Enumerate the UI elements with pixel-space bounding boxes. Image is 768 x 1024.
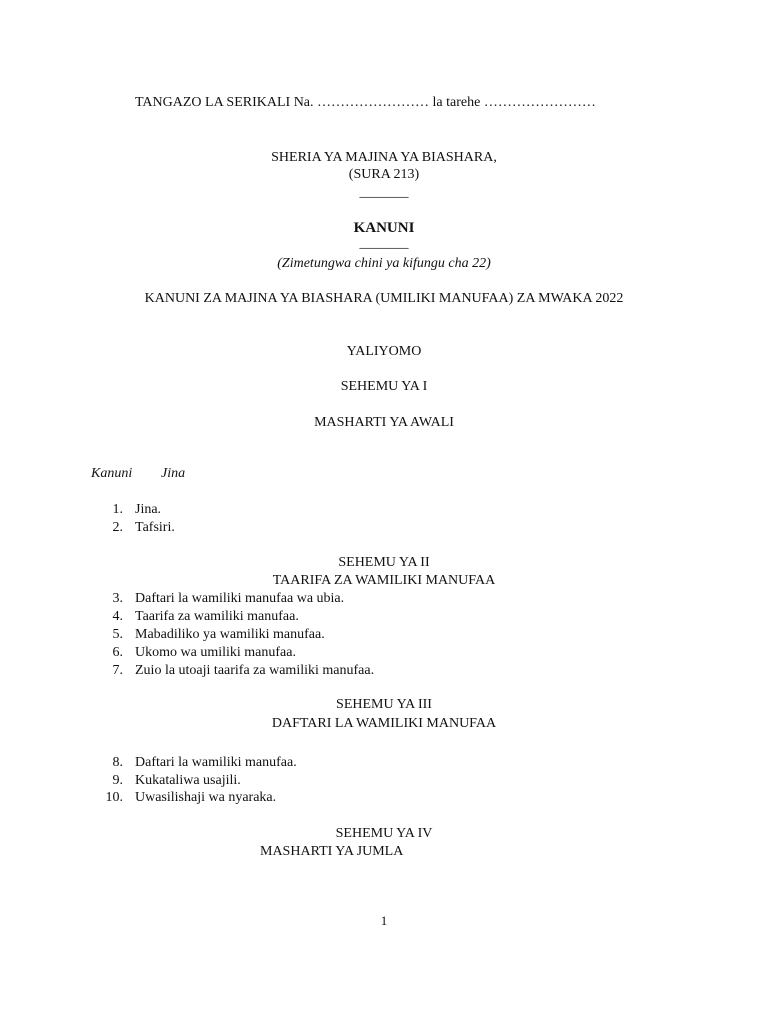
- list-item-number: 10.: [105, 790, 123, 805]
- list-item: Ukomo wa umiliki manufaa.: [135, 645, 296, 660]
- list-item-number: 6.: [112, 645, 123, 660]
- list-item-number: 4.: [112, 609, 123, 624]
- part-heading: MASHARTI YA JUMLA: [260, 844, 404, 859]
- column-header-name: Jina: [161, 466, 186, 481]
- list-item: Mabadiliko ya wamiliki manufaa.: [135, 627, 325, 642]
- list-item-number: 2.: [112, 520, 123, 535]
- list-item-number: 3.: [112, 591, 123, 606]
- enabling-authority: (Zimetungwa chini ya kifungu cha 22): [277, 256, 491, 271]
- regulations-title: KANUNI ZA MAJINA YA BIASHARA (UMILIKI MANUFAA) ZA MWAKA 2022: [144, 291, 624, 306]
- list-item: Jina.: [135, 502, 162, 517]
- separator-rule: _______: [359, 236, 409, 251]
- list-item: Tafsiri.: [135, 520, 175, 535]
- list-item: Kukataliwa usajili.: [135, 773, 241, 788]
- list-item: Daftari la wamiliki manufaa wa ubia.: [135, 591, 345, 606]
- list-item-number: 1.: [112, 502, 123, 517]
- list-item: Zuio la utoaji taarifa za wamiliki manufaa.: [135, 663, 375, 678]
- part-heading: TAARIFA ZA WAMILIKI MANUFAA: [272, 573, 496, 588]
- part-label: SEHEMU YA IV: [335, 826, 433, 841]
- page-number: 1: [380, 913, 388, 928]
- government-notice-line: TANGAZO LA SERIKALI Na. …………………… la tarehe ……………………: [135, 95, 596, 110]
- list-item-number: 8.: [112, 755, 123, 770]
- list-item-number: 7.: [112, 663, 123, 678]
- regulations-heading: KANUNI: [353, 220, 415, 236]
- part-label: SEHEMU YA II: [338, 555, 430, 570]
- act-chapter: (SURA 213): [348, 167, 420, 182]
- list-item-number: 9.: [112, 773, 123, 788]
- list-item: Uwasilishaji wa nyaraka.: [135, 790, 277, 805]
- part-label: SEHEMU YA III: [336, 697, 432, 712]
- list-item: Taarifa za wamiliki manufaa.: [135, 609, 299, 624]
- list-item-number: 5.: [112, 627, 123, 642]
- part-heading: DAFTARI LA WAMILIKI MANUFAA: [271, 716, 497, 731]
- act-title: SHERIA YA MAJINA YA BIASHARA,: [271, 150, 497, 165]
- contents-title: YALIYOMO: [346, 344, 422, 359]
- list-item: Daftari la wamiliki manufaa.: [135, 755, 297, 770]
- column-header-regulation: Kanuni: [91, 466, 133, 481]
- part-heading: MASHARTI YA AWALI: [314, 415, 454, 430]
- part-label: SEHEMU YA I: [340, 379, 428, 394]
- separator-rule: _______: [359, 185, 409, 200]
